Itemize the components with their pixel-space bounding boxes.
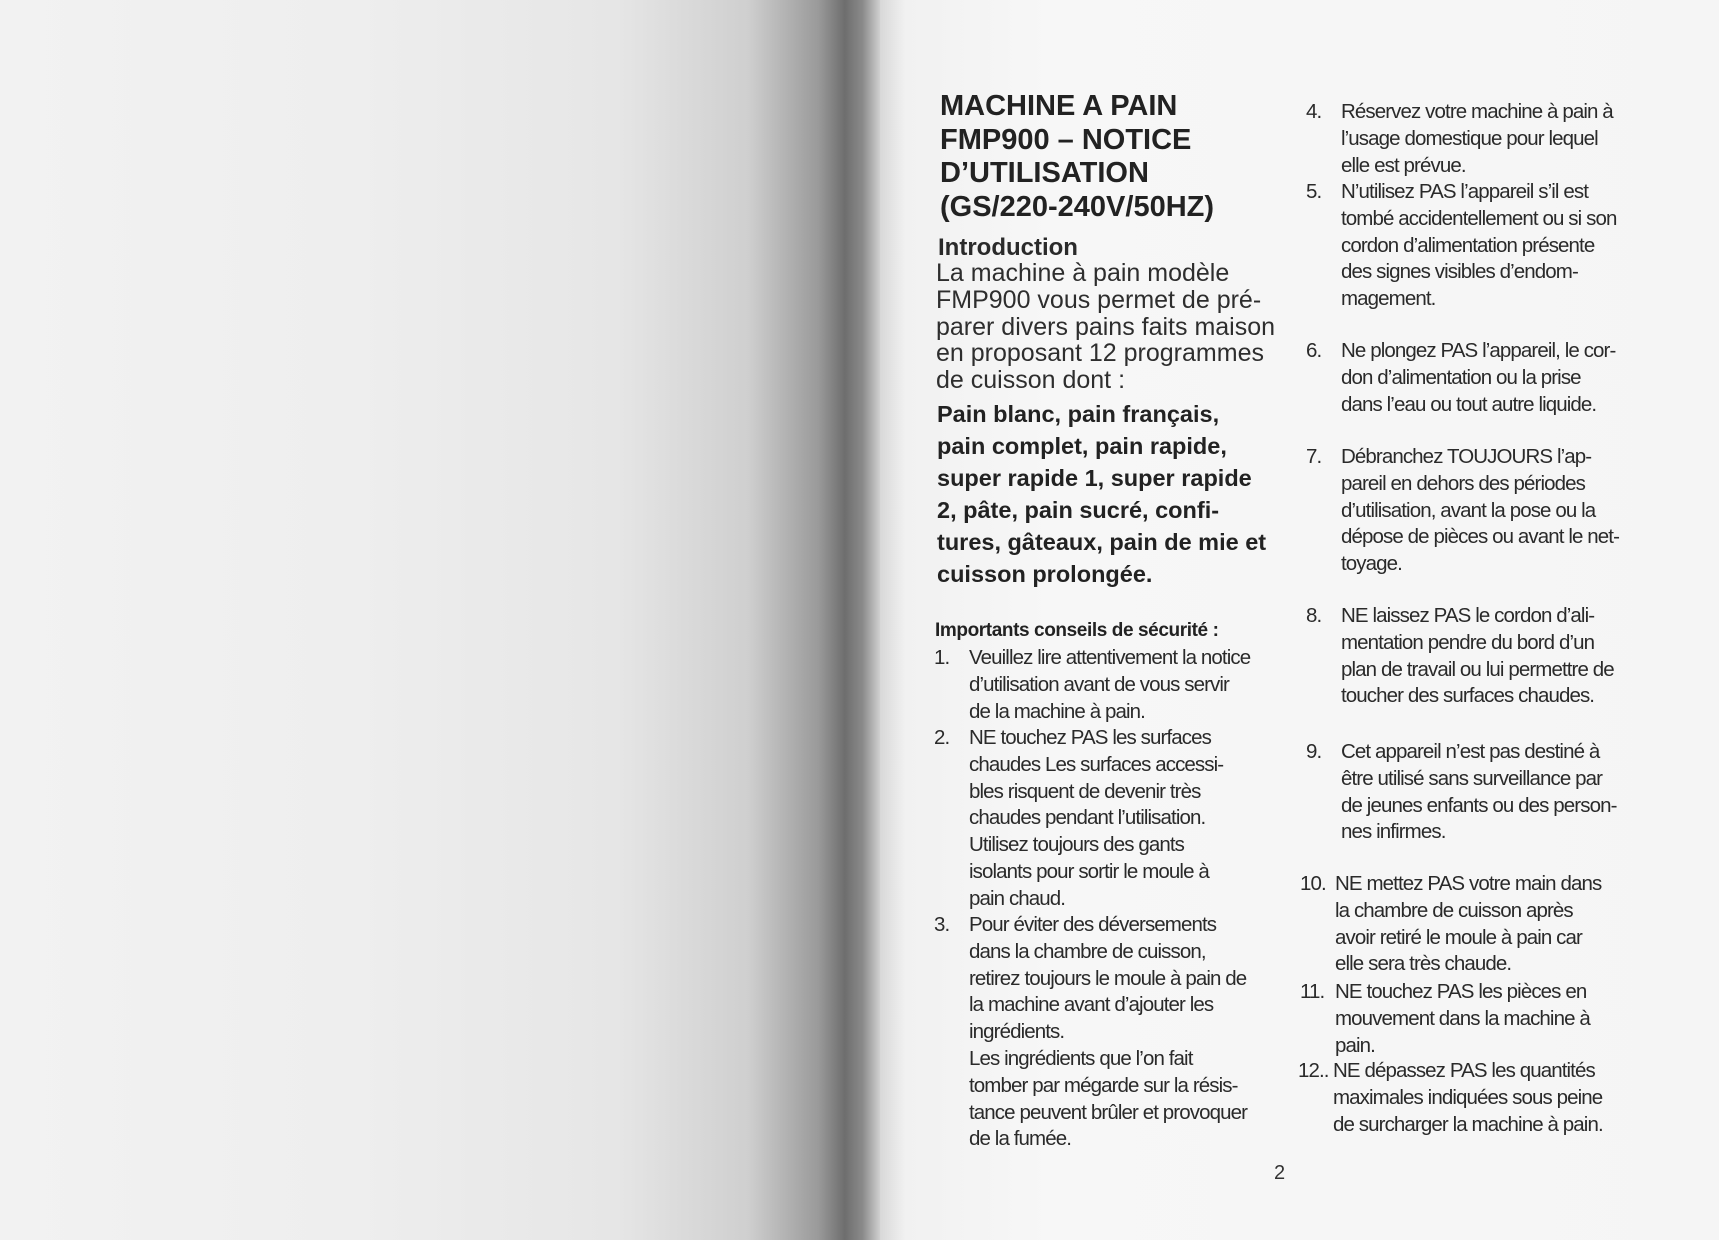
item-line: nes infirmes. (1341, 820, 1446, 844)
item-line: toyage. (1341, 552, 1402, 576)
item-line: de la machine à pain. (969, 699, 1145, 723)
title-line: FMP900 – NOTICE (940, 123, 1192, 156)
item-line: mouvement dans la machine à (1335, 1006, 1590, 1030)
item-number: 11. (1300, 980, 1325, 1003)
safety-heading: Importants conseils de sécurité : (935, 620, 1219, 641)
item-line: retirez toujours le moule à pain de (969, 966, 1247, 990)
item-number: 8. (1306, 604, 1322, 627)
programs-line: 2, pâte, pain sucré, confi- (937, 497, 1220, 523)
item-line: d’utilisation avant de vous servir (969, 672, 1229, 696)
item-line: NE dépassez PAS les quantités (1333, 1059, 1595, 1082)
item-number: 2. (934, 726, 950, 749)
intro-line: en proposant 12 programmes (936, 339, 1264, 368)
document-title (940, 90, 1214, 224)
item-line: des signes visibles d’endom- (1341, 260, 1578, 284)
item-number: 6. (1306, 339, 1322, 362)
item-line: Débranchez TOUJOURS l’ap- (1341, 445, 1592, 468)
item-line: Veuillez lire attentivement la notice (969, 646, 1251, 669)
item-line: chaudes pendant l’utilisation. (969, 806, 1206, 830)
item-line: Pour éviter des déversements (969, 913, 1217, 936)
item-line: la chambre de cuisson après (1335, 898, 1573, 922)
item-line: chaudes Les surfaces accessi- (969, 752, 1224, 776)
item-text (1341, 338, 1615, 418)
programs-list (937, 398, 1266, 590)
item-text (969, 725, 1223, 913)
item-line: elle sera très chaude. (1335, 952, 1512, 976)
item-line: mentation pendre du bord d’un (1341, 630, 1595, 654)
item-line: Cet appareil n’est pas destiné à (1341, 740, 1600, 763)
item-text (1335, 979, 1590, 1059)
item-number: 7. (1306, 445, 1322, 468)
item-line: de jeunes enfants ou des person- (1341, 793, 1617, 817)
item-line: toucher des surfaces chaudes. (1341, 684, 1595, 708)
item-line: la machine avant d’ajouter les (969, 993, 1214, 1017)
programs-line: pain complet, pain rapide, (937, 433, 1227, 459)
item-text (1341, 179, 1616, 313)
item-line: tance peuvent brûler et provoquer (969, 1100, 1248, 1124)
introduction-text (936, 260, 1275, 394)
item-text (1335, 871, 1601, 978)
item-line: tombé accidentellement ou si son (1341, 206, 1617, 230)
item-number: 1. (934, 646, 950, 669)
programs-line: tures, gâteaux, pain de mie et (937, 529, 1267, 555)
item-line: plan de travail ou lui permettre de (1341, 657, 1614, 681)
item-number: 12.. (1298, 1059, 1329, 1082)
item-text (969, 912, 1247, 1153)
item-text (1341, 444, 1619, 578)
item-number: 9. (1306, 740, 1322, 763)
item-line: pain chaud. (969, 886, 1066, 910)
item-line: Utilisez toujours des gants (969, 833, 1184, 857)
item-line: tomber par mégarde sur la résis- (969, 1073, 1238, 1097)
item-line: cordon d’alimentation présente (1341, 233, 1595, 257)
item-line: dans la chambre de cuisson, (969, 939, 1206, 963)
item-line: elle est prévue. (1341, 153, 1466, 177)
programs-line: Pain blanc, pain français, (937, 401, 1220, 427)
item-line: N’utilisez PAS l’appareil s’il est (1341, 180, 1589, 203)
item-line: pain. (1335, 1033, 1375, 1057)
item-text (1341, 99, 1613, 179)
intro-line: parer divers pains faits maison (936, 312, 1276, 341)
item-text (1333, 1058, 1603, 1138)
item-line: magement. (1341, 287, 1436, 311)
item-line: d’utilisation, avant la pose ou la (1341, 498, 1596, 522)
item-number: 5. (1306, 180, 1322, 203)
item-line: de la fumée. (969, 1127, 1072, 1151)
item-line: l’usage domestique pour lequel (1341, 126, 1598, 150)
item-text (1341, 739, 1617, 846)
item-line: maximales indiquées sous peine (1333, 1085, 1603, 1109)
item-line: pareil en dehors des périodes (1341, 471, 1585, 495)
item-line: être utilisé sans surveillance par (1341, 766, 1603, 790)
introduction-heading: Introduction (938, 234, 1078, 261)
item-number: 10. (1300, 872, 1326, 895)
item-line: Les ingrédients que l’on fait (969, 1046, 1193, 1070)
page-number: 2 (1274, 1162, 1286, 1184)
item-line: don d’alimentation ou la prise (1341, 365, 1581, 389)
item-line: NE touchez PAS les surfaces (969, 726, 1211, 749)
title-line: MACHINE A PAIN (940, 90, 1178, 122)
intro-line: de cuisson dont : (936, 366, 1126, 395)
item-line: dans l’eau ou tout autre liquide. (1341, 392, 1597, 416)
item-line: de surcharger la machine à pain. (1333, 1112, 1603, 1136)
item-number: 4. (1306, 100, 1322, 123)
item-text (969, 645, 1250, 725)
title-line: (GS/220-240V/50HZ) (940, 190, 1215, 223)
item-line: Réservez votre machine à pain à (1341, 100, 1613, 123)
item-line: NE touchez PAS les pièces en (1335, 980, 1587, 1003)
item-line: dépose de pièces ou avant le net- (1341, 525, 1620, 549)
item-line: NE laissez PAS le cordon d’ali- (1341, 604, 1595, 627)
item-line: Ne plongez PAS l’appareil, le cor- (1341, 339, 1616, 362)
item-number: 3. (934, 913, 950, 936)
item-line: isolants pour sortir le moule à (969, 859, 1209, 883)
item-line: avoir retiré le moule à pain car (1335, 925, 1582, 949)
intro-line: La machine à pain modèle (936, 259, 1230, 287)
intro-line: FMP900 vous permet de pré- (936, 285, 1262, 314)
programs-line: cuisson prolongée. (937, 561, 1153, 587)
item-line: NE mettez PAS votre main dans (1335, 872, 1602, 895)
programs-line: super rapide 1, super rapide (937, 465, 1252, 491)
item-line: ingrédients. (969, 1020, 1065, 1044)
item-line: bles risquent de devenir très (969, 779, 1201, 803)
title-line: D’UTILISATION (940, 157, 1149, 189)
item-text (1341, 603, 1614, 710)
